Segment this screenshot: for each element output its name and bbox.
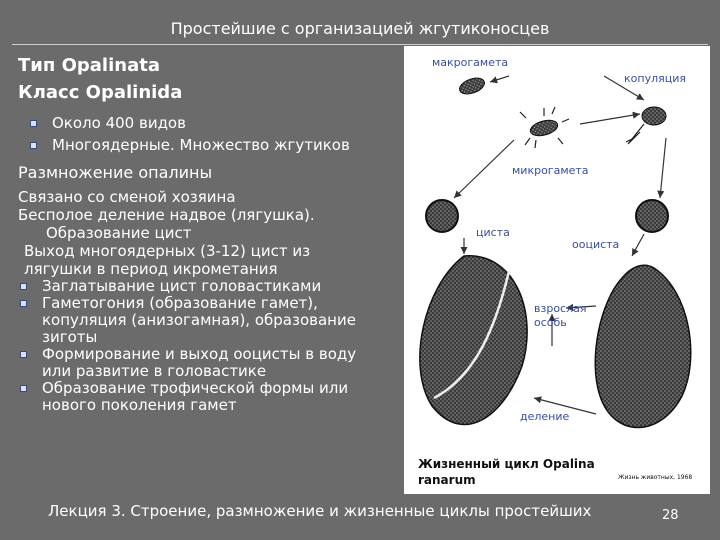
class-heading: Класс Opalinida	[18, 82, 183, 103]
left-text-column	[18, 52, 398, 414]
bullet-square-icon	[20, 300, 27, 307]
label-microgamete: микрогамета	[512, 164, 589, 177]
macrogamete-cell	[457, 75, 486, 97]
title-divider	[12, 44, 708, 45]
page-number: 28	[662, 508, 679, 523]
bullet-item: Заглатывание цист головастиками	[18, 278, 398, 295]
life-cycle-drawing	[404, 46, 710, 494]
microgamete-cell	[520, 107, 569, 148]
bullet-square-icon	[20, 385, 27, 392]
bullet-item: Около 400 видов	[28, 112, 398, 134]
zygote-cell	[626, 107, 666, 144]
label-macrogamete: макрогамета	[432, 56, 509, 69]
intro-text: Связано со сменой хозяина Бесполое деление надвое (лягушка). Образование цист Выход многоядерных (3-12) цист из лягушки в период икрометания	[18, 188, 315, 278]
bullet-item: Многоядерные. Множество жгутиков	[28, 134, 398, 156]
figure-caption: Жизненный цикл Opalina ranarum	[418, 457, 595, 487]
type-heading: Тип Opalinata	[18, 55, 160, 76]
oocyst-cell	[636, 200, 668, 232]
cyst-cell	[426, 200, 458, 232]
lecture-footer: Лекция 3. Строение, размножение и жизненные циклы простейших	[48, 502, 592, 520]
label-cyst: циста	[476, 226, 510, 239]
label-copulation: копуляция	[624, 72, 686, 85]
label-oocyst: ооциста	[572, 238, 620, 251]
figure-credit: Жизнь животных, 1968	[618, 474, 693, 481]
bottom-bullet-list	[18, 278, 398, 414]
adult-opalina-right	[595, 265, 690, 427]
bullet-square-icon	[20, 351, 27, 358]
bullet-square-icon	[30, 142, 37, 149]
reproduction-subheading: Размножение опалины	[18, 163, 213, 182]
slide-title: Простейшие с организацией жгутиконосцев	[170, 19, 550, 38]
bullet-item: Образование трофической формы или нового поколения гамет	[18, 380, 398, 414]
bullet-item: Гаметогония (образование гамет), копуляция (анизогамная), образование зиготы	[18, 295, 398, 346]
label-adult: взрослая особь	[534, 302, 587, 329]
top-bullet-list	[28, 112, 398, 156]
adult-opalina-left	[420, 256, 527, 425]
bullet-item: Формирование и выход ооцисты в воду или развитие в головастике	[18, 346, 398, 380]
bullet-square-icon	[30, 120, 37, 127]
life-cycle-figure	[404, 46, 710, 494]
bullet-square-icon	[20, 283, 27, 290]
label-division: деление	[520, 410, 570, 423]
